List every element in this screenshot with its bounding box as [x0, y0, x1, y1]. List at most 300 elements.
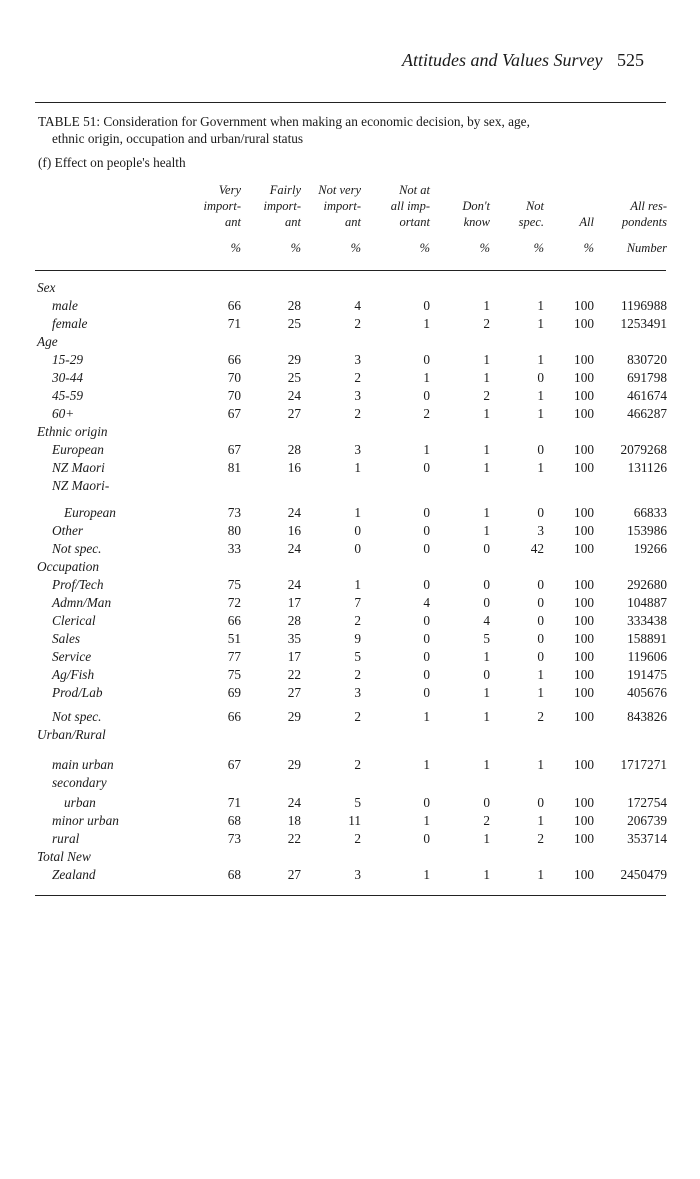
table-cell: 1196988	[620, 298, 667, 313]
table-cell: 70	[227, 388, 241, 403]
table-cell: 2	[483, 316, 490, 331]
column-header-line: Don't	[462, 199, 490, 213]
table-cell: 66	[227, 613, 241, 628]
table-cell: 100	[574, 757, 594, 772]
table-cell: 1	[483, 649, 490, 664]
column-header-line: Not very	[318, 183, 361, 197]
table-cell: 1	[537, 867, 544, 882]
table-cell: 0	[423, 685, 430, 700]
table-cell: 0	[537, 595, 544, 610]
table-cell: 0	[423, 460, 430, 475]
table-cell: 100	[574, 831, 594, 846]
table-cell: 0	[423, 388, 430, 403]
table-cell: 1	[483, 460, 490, 475]
row-label: Age	[37, 334, 58, 349]
table-cell: 0	[423, 667, 430, 682]
table-cell: 5	[354, 649, 361, 664]
row-label: Clerical	[52, 613, 96, 628]
table-cell: 7	[354, 595, 361, 610]
column-header-line: Not	[525, 199, 544, 213]
row-label: Total New	[37, 849, 91, 864]
table-cell: 0	[537, 505, 544, 520]
row-label: Prod/Lab	[52, 685, 103, 700]
row-label: minor urban	[52, 813, 119, 828]
column-header-line: spec.	[518, 215, 544, 229]
table-cell: 461674	[627, 388, 667, 403]
table-cell: 843826	[627, 709, 667, 724]
table-cell: 100	[574, 352, 594, 367]
table-cell: 1	[537, 388, 544, 403]
row-label: Urban/Rural	[37, 727, 106, 742]
table-cell: 80	[227, 523, 241, 538]
table-cell: 1	[537, 406, 544, 421]
table-cell: 100	[574, 460, 594, 475]
table-cell: 29	[287, 757, 301, 772]
table-cell: 2	[354, 757, 361, 772]
table-cell: 0	[537, 649, 544, 664]
table-row	[0, 505, 700, 523]
table-cell: 29	[287, 352, 301, 367]
column-header-line: all imp-	[390, 199, 430, 213]
column-header-line	[577, 182, 667, 198]
table-cell: 100	[574, 316, 594, 331]
table-cell: 3	[354, 442, 361, 457]
table-cell: 0	[423, 795, 430, 810]
table-subtitle: (f) Effect on people's health	[38, 155, 186, 170]
row-label: Sex	[37, 280, 56, 295]
table-cell: 68	[227, 813, 241, 828]
table-cell: 22	[287, 667, 301, 682]
table-cell: 1	[537, 667, 544, 682]
table-cell: 27	[287, 406, 301, 421]
column-header-line: All res-	[630, 199, 667, 213]
table-cell: 16	[287, 460, 301, 475]
table-cell: 1	[537, 685, 544, 700]
column-header-line	[494, 182, 544, 198]
header-rule	[35, 270, 666, 271]
table-cell: 1	[483, 370, 490, 385]
table-cell: 100	[574, 613, 594, 628]
table-row	[0, 370, 700, 388]
table-cell: 2	[483, 813, 490, 828]
table-cell: 1	[483, 442, 490, 457]
row-label: 15-29	[52, 352, 84, 367]
running-head	[402, 50, 644, 71]
table-cell: 4	[483, 613, 490, 628]
table-cell: 66	[227, 352, 241, 367]
table-cell: 33	[227, 541, 241, 556]
table-cell: 71	[227, 795, 241, 810]
table-cell: 35	[287, 631, 301, 646]
row-label: Prof/Tech	[52, 577, 104, 592]
table-cell: 1	[483, 298, 490, 313]
table-cell: 19266	[633, 541, 667, 556]
running-head-title: Attitudes and Values Survey	[402, 50, 603, 70]
row-label: Not spec.	[52, 709, 102, 724]
column-unit: %	[419, 241, 430, 255]
table-cell: 75	[227, 577, 241, 592]
row-label: Service	[52, 649, 92, 664]
table-row	[0, 631, 700, 649]
row-label: urban	[64, 795, 96, 810]
table-section-label	[0, 849, 700, 867]
table-cell: 2	[354, 613, 361, 628]
table-cell: 100	[574, 406, 594, 421]
table-cell: 830720	[627, 352, 667, 367]
table-cell: 2	[354, 370, 361, 385]
column-unit: %	[350, 241, 361, 255]
table-cell: 206739	[627, 813, 667, 828]
row-label: Ag/Fish	[52, 667, 95, 682]
column-header-line: ortant	[399, 215, 430, 229]
column-header	[577, 182, 667, 230]
table-cell: 2	[423, 406, 430, 421]
table-cell: 0	[483, 667, 490, 682]
table-cell: 11	[348, 813, 361, 828]
table-cell: 2	[354, 316, 361, 331]
table-row	[0, 831, 700, 849]
table-cell: 0	[423, 505, 430, 520]
table-cell: 119606	[627, 649, 667, 664]
row-label: 45-59	[52, 388, 84, 403]
table-cell: 72	[227, 595, 241, 610]
table-cell: 67	[227, 757, 241, 772]
row-label: main urban	[52, 757, 114, 772]
table-cell: 0	[537, 613, 544, 628]
table-row	[0, 613, 700, 631]
table-cell: 333438	[627, 613, 667, 628]
table-cell: 1	[483, 831, 490, 846]
table-cell: 77	[227, 649, 241, 664]
table-cell: 100	[574, 442, 594, 457]
table-row	[0, 406, 700, 424]
table-row	[0, 667, 700, 685]
table-cell: 75	[227, 667, 241, 682]
table-cell: 70	[227, 370, 241, 385]
table-row	[0, 316, 700, 334]
table-cell: 353714	[627, 831, 667, 846]
table-cell: 0	[423, 613, 430, 628]
table-cell: 67	[227, 442, 241, 457]
column-header	[355, 182, 430, 230]
table-cell: 3	[354, 388, 361, 403]
table-cell: 0	[423, 831, 430, 846]
caption-line-1: TABLE 51: Consideration for Government when making an economic decision, by sex, age,	[38, 114, 530, 129]
table-cell: 691798	[627, 370, 667, 385]
table-cell: 1	[423, 813, 430, 828]
table-cell: 100	[574, 388, 594, 403]
page-number: 525	[617, 50, 644, 70]
table-row	[0, 460, 700, 478]
table-cell: 24	[287, 541, 301, 556]
table-cell: 0	[423, 631, 430, 646]
table-cell: 1	[537, 316, 544, 331]
table-cell: 68	[227, 867, 241, 882]
table-cell: 1	[423, 370, 430, 385]
table-cell: 2	[354, 406, 361, 421]
table-cell: 1	[537, 757, 544, 772]
table-row	[0, 577, 700, 595]
table-cell: 0	[423, 352, 430, 367]
column-unit: %	[230, 241, 241, 255]
table-cell: 100	[574, 649, 594, 664]
table-row	[0, 388, 700, 406]
table-cell: 3	[354, 685, 361, 700]
table-section-label	[0, 424, 700, 442]
table-cell: 100	[574, 595, 594, 610]
table-row	[0, 442, 700, 460]
row-label: NZ Maori	[52, 460, 105, 475]
table-cell: 17	[287, 649, 301, 664]
table-cell: 25	[287, 316, 301, 331]
table-cell: 104887	[627, 595, 667, 610]
table-cell: 1	[423, 316, 430, 331]
table-cell: 66	[227, 298, 241, 313]
table-cell: 2	[354, 667, 361, 682]
table-cell: 405676	[627, 685, 667, 700]
table-cell: 4	[354, 298, 361, 313]
column-header-line: ant	[345, 215, 361, 229]
table-cell: 73	[227, 831, 241, 846]
table-cell: 1	[483, 685, 490, 700]
row-label: European	[64, 505, 116, 520]
table-row	[0, 523, 700, 541]
table-cell: 9	[354, 631, 361, 646]
table-cell: 5	[354, 795, 361, 810]
table-cell: 1	[423, 709, 430, 724]
column-header-line: All	[579, 215, 594, 229]
table-cell: 100	[574, 370, 594, 385]
table-row	[0, 795, 700, 813]
table-cell: 1	[354, 577, 361, 592]
table-cell: 24	[287, 505, 301, 520]
table-cell: 51	[227, 631, 241, 646]
table-cell: 66	[227, 709, 241, 724]
row-label: female	[52, 316, 88, 331]
table-cell: 24	[287, 388, 301, 403]
table-cell: 1	[483, 352, 490, 367]
row-label: Not spec.	[52, 541, 102, 556]
table-row	[0, 709, 700, 727]
row-label: secondary	[52, 775, 107, 790]
table-cell: 2	[537, 831, 544, 846]
table-cell: 29	[287, 709, 301, 724]
row-label: Zealand	[52, 867, 96, 882]
table-cell: 4	[423, 595, 430, 610]
table-section-label	[0, 334, 700, 352]
column-header	[286, 182, 361, 230]
table-cell: 2	[354, 831, 361, 846]
table-cell: 0	[483, 577, 490, 592]
table-cell: 22	[287, 831, 301, 846]
table-cell: 100	[574, 298, 594, 313]
table-cell: 1	[483, 523, 490, 538]
table-cell: 0	[537, 795, 544, 810]
table-cell: 0	[423, 541, 430, 556]
table-cell: 3	[354, 352, 361, 367]
row-label: 60+	[52, 406, 75, 421]
table-row	[0, 649, 700, 667]
column-unit: %	[479, 241, 490, 255]
table-cell: 5	[483, 631, 490, 646]
table-cell: 27	[287, 685, 301, 700]
table-cell: 1	[423, 757, 430, 772]
table-cell: 153986	[627, 523, 667, 538]
table-cell: 1	[354, 460, 361, 475]
table-cell: 131126	[627, 460, 667, 475]
table-cell: 0	[423, 523, 430, 538]
table-cell: 0	[423, 298, 430, 313]
table-cell: 1	[537, 298, 544, 313]
table-cell: 81	[227, 460, 241, 475]
column-unit: %	[290, 241, 301, 255]
table-cell: 1	[537, 352, 544, 367]
table-cell: 2450479	[620, 867, 667, 882]
table-cell: 0	[354, 523, 361, 538]
row-label: Ethnic origin	[37, 424, 108, 439]
bottom-rule	[35, 895, 666, 896]
table-cell: 1	[483, 867, 490, 882]
table-cell: 1253491	[620, 316, 667, 331]
table-row	[0, 813, 700, 831]
table-cell: 0	[537, 442, 544, 457]
table-cell: 42	[530, 541, 544, 556]
table-cell: 0	[537, 631, 544, 646]
table-cell: 0	[354, 541, 361, 556]
table-row	[0, 595, 700, 613]
row-label: Other	[52, 523, 84, 538]
column-header-line: ant	[225, 215, 241, 229]
table-cell: 0	[483, 595, 490, 610]
table-cell: 73	[227, 505, 241, 520]
table-cell: 28	[287, 613, 301, 628]
table-cell: 100	[574, 685, 594, 700]
column-unit: %	[533, 241, 544, 255]
column-header-line: pondents	[621, 215, 667, 229]
table-section-label	[0, 280, 700, 298]
column-header-line: ant	[285, 215, 301, 229]
row-label: NZ Maori-	[52, 478, 110, 493]
column-header-line: know	[463, 215, 490, 229]
table-cell: 1	[354, 505, 361, 520]
table-cell: 69	[227, 685, 241, 700]
table-row	[0, 541, 700, 559]
table-cell: 28	[287, 442, 301, 457]
column-header	[494, 182, 544, 230]
table-row	[0, 867, 700, 885]
row-label: male	[52, 298, 78, 313]
table-cell: 24	[287, 795, 301, 810]
table-cell: 191475	[627, 667, 667, 682]
table-section-label	[0, 775, 700, 793]
table-cell: 158891	[627, 631, 667, 646]
table-cell: 172754	[627, 795, 667, 810]
table-cell: 16	[287, 523, 301, 538]
table-cell: 67	[227, 406, 241, 421]
table-cell: 3	[537, 523, 544, 538]
table-cell: 0	[423, 649, 430, 664]
row-label: Occupation	[37, 559, 100, 574]
table-cell: 100	[574, 631, 594, 646]
table-cell: 0	[537, 577, 544, 592]
table-cell: 1	[537, 460, 544, 475]
table-cell: 1	[483, 505, 490, 520]
table-section-label	[0, 478, 700, 496]
row-label: European	[52, 442, 104, 457]
table-cell: 25	[287, 370, 301, 385]
table-row	[0, 298, 700, 316]
table-cell: 1	[483, 709, 490, 724]
table-cell: 100	[574, 867, 594, 882]
column-header-line: Very	[218, 183, 241, 197]
table-cell: 66833	[633, 505, 667, 520]
table-cell: 3	[354, 867, 361, 882]
top-rule	[35, 102, 666, 103]
table-cell: 100	[574, 523, 594, 538]
table-row	[0, 352, 700, 370]
table-cell: 1	[423, 442, 430, 457]
table-cell: 1	[537, 813, 544, 828]
table-cell: 1	[423, 867, 430, 882]
table-cell: 0	[483, 795, 490, 810]
table-cell: 100	[574, 813, 594, 828]
row-label: 30-44	[52, 370, 84, 385]
column-unit: %	[583, 241, 594, 255]
table-cell: 100	[574, 505, 594, 520]
table-cell: 0	[483, 541, 490, 556]
table-cell: 100	[574, 541, 594, 556]
table-cell: 100	[574, 577, 594, 592]
table-cell: 1	[483, 406, 490, 421]
table-cell: 1717271	[620, 757, 667, 772]
table-cell: 2	[483, 388, 490, 403]
row-label: Admn/Man	[52, 595, 112, 610]
table-caption	[38, 113, 668, 147]
table-cell: 292680	[627, 577, 667, 592]
table-cell: 466287	[627, 406, 667, 421]
column-header-line: Fairly	[269, 183, 301, 197]
table-cell: 0	[537, 370, 544, 385]
column-header-line	[430, 182, 490, 198]
table-cell: 27	[287, 867, 301, 882]
table-cell: 0	[423, 577, 430, 592]
table-cell: 100	[574, 795, 594, 810]
table-section-label	[0, 727, 700, 745]
table-cell: 24	[287, 577, 301, 592]
table-cell: 28	[287, 298, 301, 313]
row-label: rural	[52, 831, 80, 846]
table-section-label	[0, 559, 700, 577]
column-header-line: Not at	[399, 183, 430, 197]
table-cell: 71	[227, 316, 241, 331]
table-cell: 2	[354, 709, 361, 724]
table-row	[0, 757, 700, 775]
table-cell: 18	[287, 813, 301, 828]
caption-line-2: ethnic origin, occupation and urban/rural status	[52, 131, 304, 146]
column-unit: Number	[626, 241, 667, 255]
table-cell: 100	[574, 667, 594, 682]
table-cell: 2	[537, 709, 544, 724]
column-header	[430, 182, 490, 230]
table-cell: 1	[483, 757, 490, 772]
table-cell: 100	[574, 709, 594, 724]
table-cell: 2079268	[620, 442, 667, 457]
column-header-line: import-	[323, 199, 361, 213]
column-header-line: import-	[263, 199, 301, 213]
table-cell: 17	[287, 595, 301, 610]
column-header-line: import-	[203, 199, 241, 213]
table-row	[0, 685, 700, 703]
